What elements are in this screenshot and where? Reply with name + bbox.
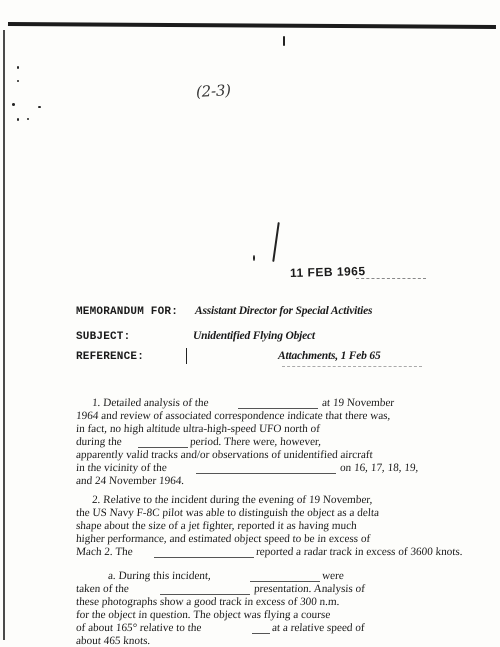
para2-line1: 2. Relative to the incident during the evening of 19 November, (91, 494, 373, 506)
subject-value: Unidentified Flying Object (193, 330, 315, 342)
para-a-line5a: of about 165° relative to the (75, 622, 202, 634)
para-a-line1a: a. During this incident, (107, 570, 212, 582)
scan-mark (186, 348, 187, 364)
scan-speck (12, 103, 15, 106)
reference-underline (282, 366, 422, 367)
subject-label: SUBJECT: (76, 331, 131, 343)
memo-for-value: Assistant Director for Special Activities (195, 305, 373, 317)
para1-line6a: in the vicinity of the (75, 462, 168, 474)
memo-for-label: MEMORANDUM FOR: (76, 306, 179, 318)
para1-line1b: at 19 November (321, 397, 395, 409)
para1-line3: in fact, no high altitude ultra-high-speed UFO north of (75, 423, 321, 435)
reference-value: Attachments, 1 Feb 65 (278, 350, 381, 362)
para-a-line4: for the object in question. The object was flying a course (75, 609, 331, 621)
para-a-line2b: presentation. Analysis of (253, 583, 366, 595)
scan-speck (17, 80, 19, 82)
stamp-underline (356, 278, 426, 279)
scan-speck (27, 118, 29, 120)
scan-speck (17, 118, 19, 121)
para1-line4a: during the (75, 436, 123, 448)
para-a-line2a: taken of the (75, 583, 130, 595)
redaction (160, 584, 250, 595)
redaction (154, 547, 254, 558)
para1-line2: 1964 and review of associated correspondence indicate that there was, (75, 410, 391, 422)
para1-line5: apparently valid tracks and/or observations of unidentified aircraft (75, 449, 374, 461)
scan-speck (283, 36, 285, 46)
scan-top-border (8, 22, 496, 29)
para-a-line1b: were (321, 570, 345, 582)
scan-speck (17, 66, 19, 69)
scan-speck (38, 106, 41, 108)
para-a-line6: about 465 knots. (75, 635, 151, 647)
para-a-line3: these photographs show a good track in excess of 300 n.m. (75, 596, 340, 608)
para2-line3: shape about the size of a jet fighter, reported it as having much (75, 520, 358, 532)
para1-line1a: 1. Detailed analysis of the (91, 397, 209, 409)
scan-left-edge (3, 30, 5, 640)
scan-speck (253, 255, 255, 261)
para-a-line5b: at a relative speed of (271, 622, 366, 634)
para1-line7: and 24 November 1964. (75, 475, 185, 487)
redaction (252, 623, 270, 634)
para1-line6b: on 16, 17, 18, 19, (339, 462, 419, 474)
redaction (238, 398, 318, 409)
handwritten-note: (2-3) (195, 81, 232, 101)
date-stamp: 11 FEB 1965 (289, 264, 366, 280)
redaction (138, 437, 188, 448)
para2-line5a: Mach 2. The (75, 546, 134, 558)
scan-mark (272, 222, 280, 262)
redaction (250, 571, 320, 582)
para2-line4: higher performance, and estimated object speed to be in excess of (75, 533, 371, 545)
reference-label: REFERENCE: (76, 351, 145, 363)
redaction (196, 463, 336, 474)
para1-line4b: period. There were, however, (189, 436, 322, 448)
para2-line5b: reported a radar track in excess of 3600 knots. (255, 546, 464, 558)
para2-line2: the US Navy F-8C pilot was able to distinguish the object as a delta (75, 507, 380, 519)
